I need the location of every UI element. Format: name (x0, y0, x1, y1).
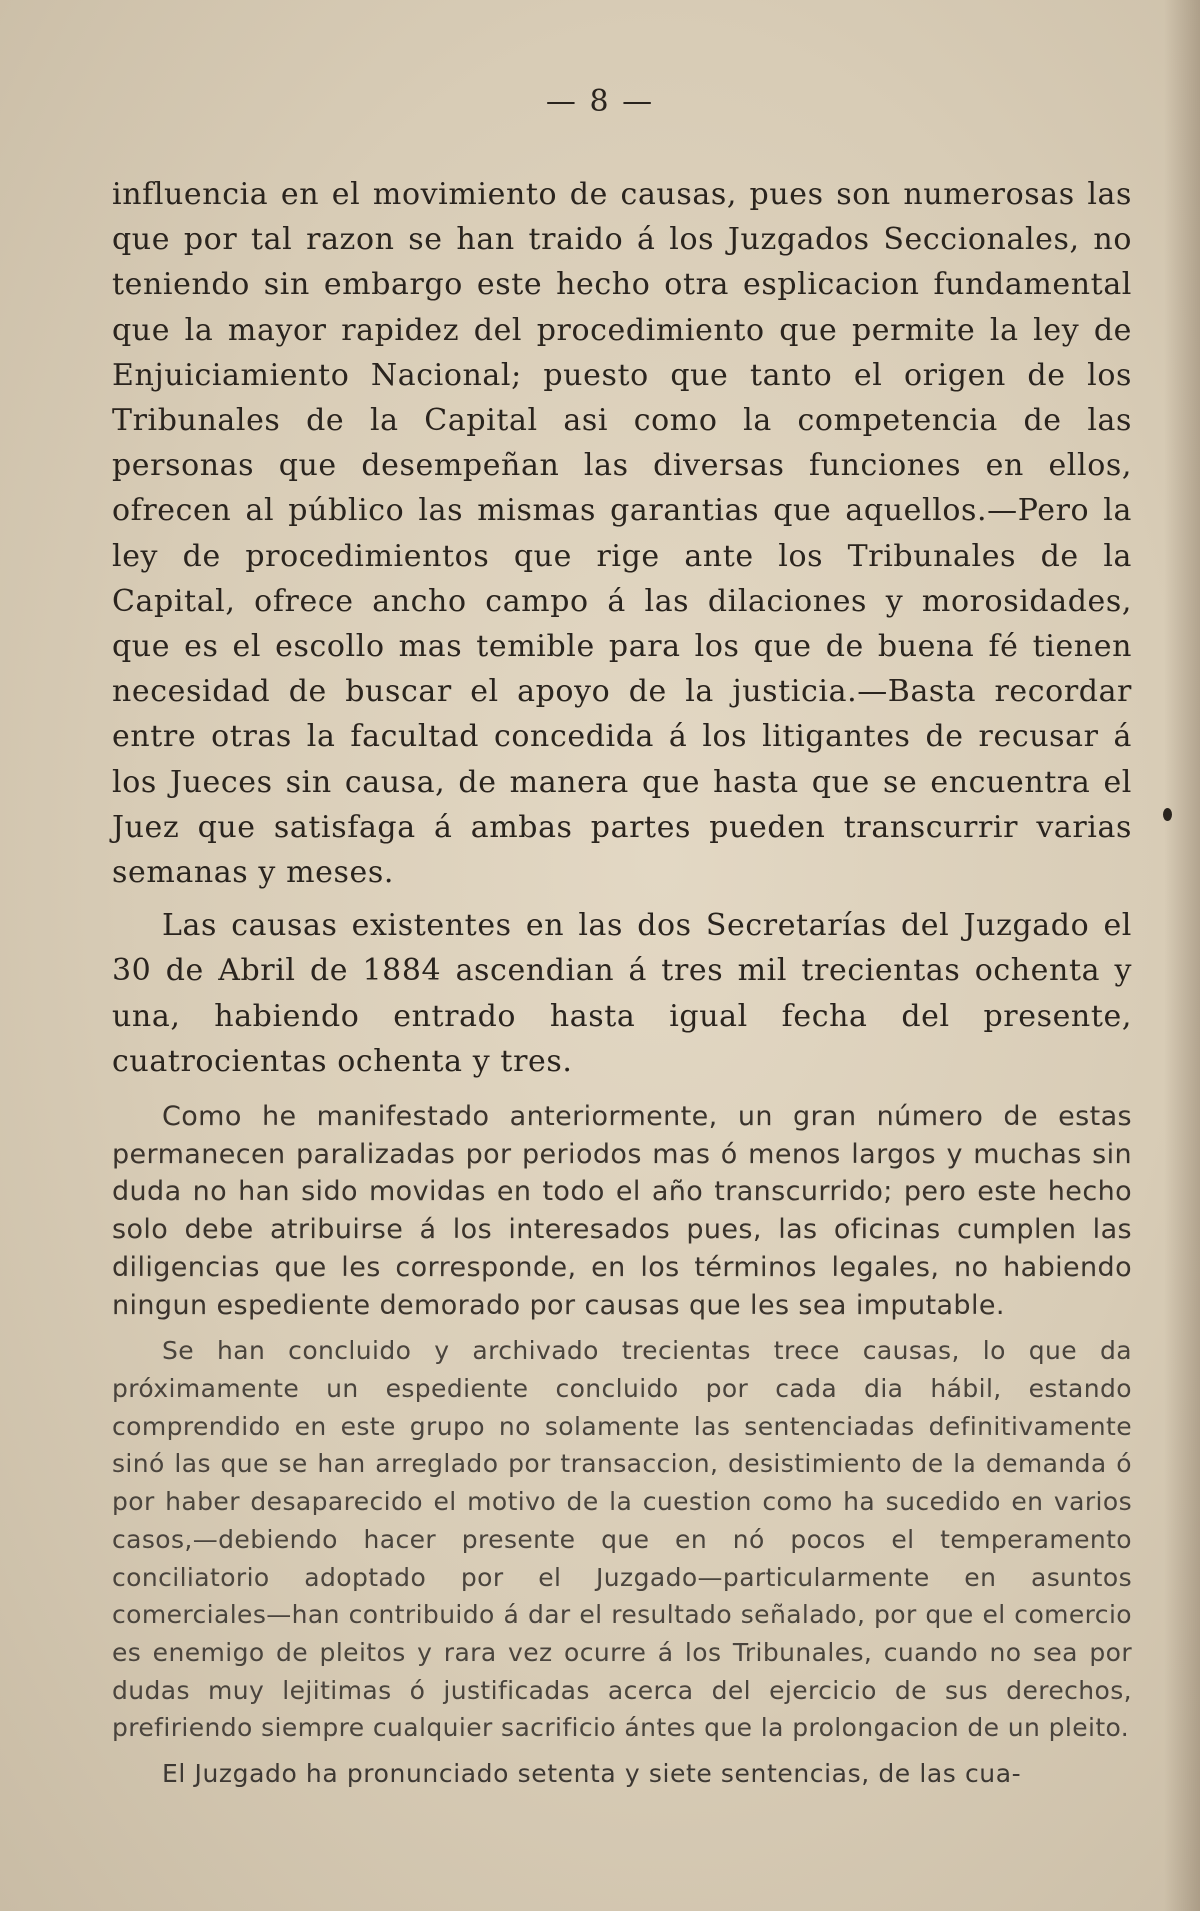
ink-dot-mark (1163, 808, 1172, 821)
paragraph-2: Las causas existentes en las dos Secretarías del Juzgado el 30 de Abril de 1884 ascendian á tres mil trecientas ochenta y una, habiendo entrado hasta igual fecha del presente, cuatrocientas ochenta y tres. (112, 908, 1132, 1079)
paragraph-5: El Juzgado ha pronunciado setenta y siete sentencias, de las cua- (162, 1759, 1022, 1789)
body-text (112, 172, 1132, 1793)
paragraph-4: Se han concluido y archivado trecientas trece causas, lo que da próximamente un espediente concluido por cada dia hábil, estando comprendido en este grupo no solamente las sentenciadas definitivamente sinó las que se han arreglado por transaccion, desistimiento de la demanda ó por haber desaparecido el motivo de la cuestion como ha sucedido en varios casos,—debiendo hacer presente que en nó pocos el temperamento conciliatorio adoptado por el Juzgado—particularmente en asuntos comerciales—han contribuido á dar el resultado señalado, por que el comercio es enemigo de pleitos y rara vez ocurre á los Tribunales, cuando no sea por dudas muy lejitimas ó justificadas acerca del ejercicio de sus derechos, prefiriendo siempre cualquier sacrificio ántes que la prolongacion de un pleito. (112, 1336, 1132, 1743)
paragraph-1: influencia en el movimiento de causas, pues son numerosas las que por tal razon se han traido á los Juzgados Seccionales, no teniendo sin embargo este hecho otra esplicacion fundamental que la mayor rapidez del procedimiento que permite la ley de Enjuiciamiento Nacional; puesto que tanto el origen de los Tribunales de la Capital asi como la competencia de las personas que desempeñan las diversas funciones en ellos, ofrecen al público las mismas garantias que aquellos.—Pero la ley de procedimientos que rige ante los Tribunales de la Capital, ofrece ancho campo á las dilaciones y morosidades, que es el escollo mas temible para los que de buena fé tienen necesidad de buscar el apoyo de la justicia.—Basta recordar entre otras la facultad concedida á los litigantes de recusar á los Jueces sin causa, de manera que hasta que se encuentra el Juez que satisfaga á ambas partes pueden transcurrir varias semanas y meses. (112, 177, 1132, 891)
page-number: — 8 — (545, 84, 655, 119)
page-edge-shadow (1164, 0, 1200, 1911)
paragraph-3: Como he manifestado anteriormente, un gran número de estas permanecen paralizadas por periodos mas ó menos largos y muchas sin duda no han sido movidas en todo el año transcurrido; pero este hecho solo debe atribuirse á los interesados pues, las oficinas cumplen las diligencias que les corresponde, en los términos legales, no habiendo ningun espediente demorado por causas que les sea imputable. (112, 1101, 1132, 1321)
